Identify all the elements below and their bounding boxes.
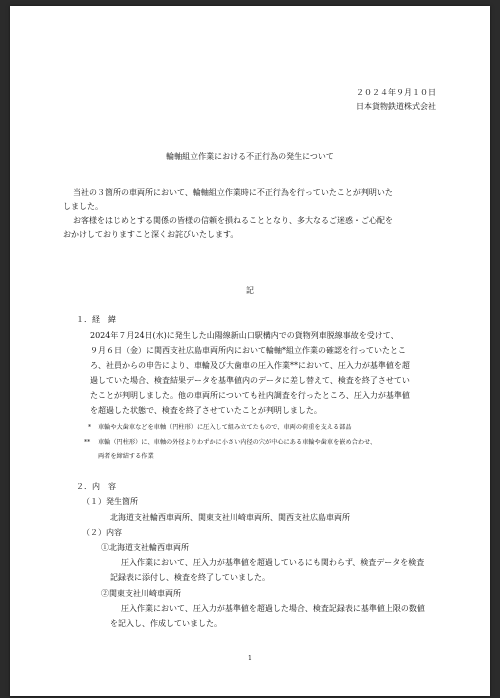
- intro-line-3: お客様をはじめとする関係の皆様の信頼を損ねることとなり、多大なるご迷惑・ご心配を: [73, 216, 393, 225]
- section2-heading: ２．内 容: [76, 482, 116, 491]
- item2-line-2: を記入し、作成していました。: [110, 619, 222, 628]
- document-date: ２０２４年９月１０日: [356, 88, 436, 97]
- document-title: 輪軸組立作業における不正行為の発生について: [166, 152, 334, 161]
- section1-line-6: を超過した状態で、検査を終了させていたことが判明しました。: [90, 406, 322, 415]
- section1-line-4: 過していた場合、検査結果データを基準値内のデータに差し替えて、検査を終了させてい: [90, 376, 410, 385]
- item2-line-1: 圧入作業において、圧入力が基準値を超過した場合、検査記録表に基準値上限の数値: [121, 604, 425, 613]
- section1-heading: １．経 緯: [76, 315, 116, 324]
- note-mark-2: **: [84, 439, 91, 446]
- item1-line-1: 圧入作業において、圧入力が基準値を超過しているにも関わらず、検査データを検査: [121, 558, 425, 567]
- document-page: [10, 6, 490, 696]
- section1-line-2: ９月６日（金）に関西支社広島車両所内において輪軸*組立作業の確認を行っていたとこ: [90, 346, 406, 355]
- ki-marker: 記: [246, 286, 254, 295]
- sub1-label: （１）発生箇所: [82, 497, 138, 506]
- intro-line-4: おかけしておりますこと深くお詫びいたします。: [63, 230, 239, 239]
- page-number: 1: [248, 655, 252, 662]
- section1-line-1: 2024年７月24日(水)に発生した山陽線新山口駅構内での貨物列車脱線事故を受けて、: [90, 331, 399, 340]
- note-text-3: 両者を締結する作業: [98, 453, 154, 460]
- item2-title: ②関東支社川崎車両所: [101, 589, 181, 598]
- company-name: 日本貨物鉄道株式会社: [356, 102, 436, 111]
- note-mark-1: *: [88, 424, 92, 431]
- note-text-1: 車輪や大歯車などを車軸（円柱形）に圧入して組み立てたもので、車両の荷重を支える部品: [98, 424, 352, 431]
- sub1-text: 北海道支社輪西車両所、関東支社川崎車両所、関西支社広島車両所: [110, 513, 350, 522]
- intro-line-2: しました。: [63, 202, 103, 211]
- note-text-2: 車輪（円柱形）に、車軸の外径よりわずかに小さい内径の穴が中心にある車輪や歯車を嵌め合わせ、: [98, 439, 377, 446]
- item1-line-2: 記録表に添付し、検査を終了していました。: [110, 573, 270, 582]
- sub2-label: （２）内容: [82, 528, 122, 537]
- section1-line-3: ろ、社員からの申告により、車輪及び大歯車の圧入作業**において、圧入力が基準値を超: [90, 361, 410, 370]
- item1-title: ①北海道支社輪西車両所: [101, 543, 189, 552]
- intro-line-1: 当社の３箇所の車両所において、輪軸組立作業時に不正行為を行っていたことが判明いた: [73, 188, 393, 197]
- section1-line-5: たことが判明しました。他の車両所についても社内調査を行ったところ、圧入力が基準値: [90, 391, 410, 400]
